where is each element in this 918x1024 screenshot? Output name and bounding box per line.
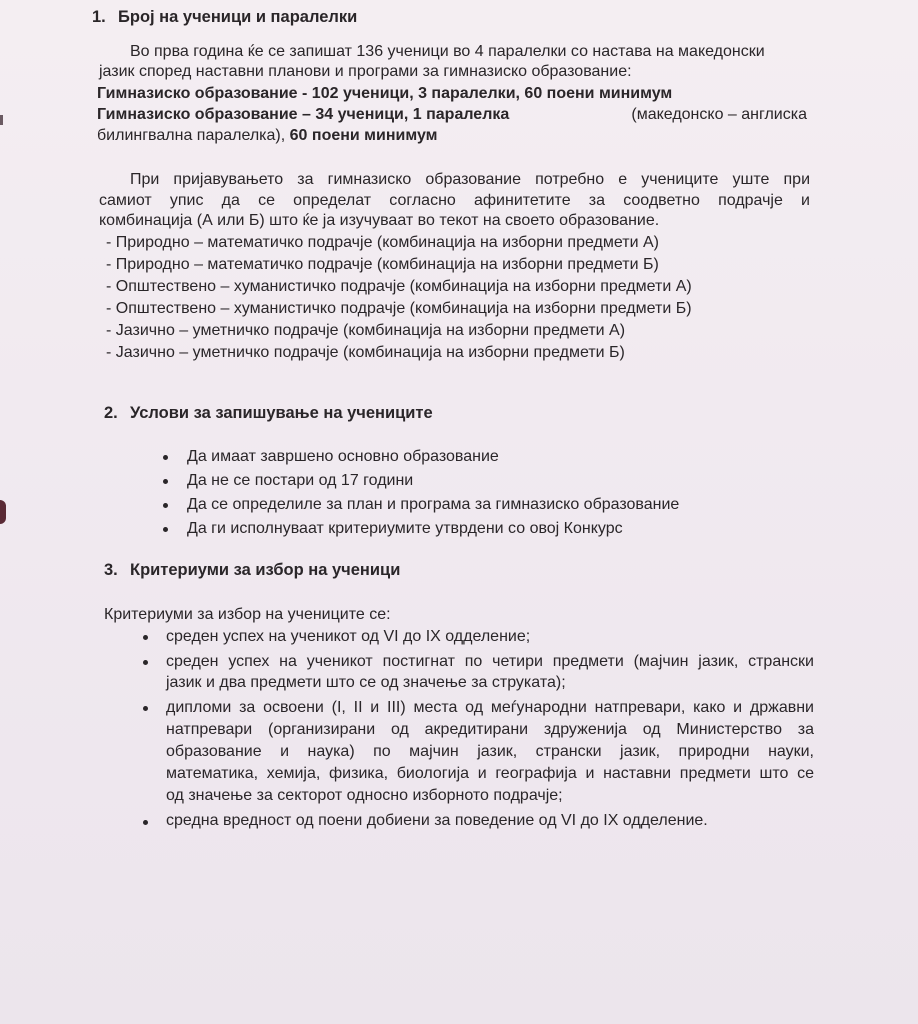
bullet-icon [163, 455, 168, 460]
gymnasium-line-2-bold: Гимназиско образование – 34 ученици, 1 паралелка [97, 106, 510, 123]
section-1-number: 1. [92, 8, 106, 26]
option-item: - Природно – математичко подрачје (комбинација на изборни предмети Б) [106, 256, 659, 273]
section-1-para-2-line-3: комбинација (А или Б) што ќе ја изучуваат во текот на своето образование. [99, 212, 660, 229]
criteria-item-3-line-5: од значење за секторот односно изборното подрачје; [166, 787, 563, 804]
section-1-intro-line-2: јазик според наставни планови и програми за гимназиско образование: [99, 63, 632, 80]
option-item: - Општествено – хуманистичко подрачје (комбинација на изборни предмети А) [106, 278, 692, 295]
option-item: - Јазично – уметничко подрачје (комбинација на изборни предмети Б) [106, 344, 625, 361]
criteria-item-1: среден успех на ученикот од VI до IX одделение; [166, 628, 531, 645]
option-item: - Природно – математичко подрачје (комбинација на изборни предмети А) [106, 234, 659, 251]
criteria-item-3-line-1: дипломи за освоени (I, II и III) места од меѓународни натпревари, како и државни [166, 699, 814, 716]
criteria-item-2-line-2: јазик и два предмети што се од значење за струката); [166, 674, 566, 691]
section-2-number: 2. [104, 404, 118, 422]
section-1-heading [92, 8, 357, 27]
bullet-icon [143, 706, 148, 711]
criteria-item-3-line-3: образование и наука) по мајчин јазик, странски јазик, природни науки, [166, 743, 814, 760]
section-2-title: Услови за запишување на учениците [130, 404, 433, 422]
section-1-para-2-line-1: При пријавувањето за гимназиско образование потребно е учениците уште при [130, 171, 810, 188]
bullet-icon [163, 503, 168, 508]
option-item: - Јазично – уметничко подрачје (комбинација на изборни предмети А) [106, 322, 626, 339]
gymnasium-line-3-rest: билингвална паралелка), [97, 127, 290, 144]
option-item: - Општествено – хуманистичко подрачје (комбинација на изборни предмети Б) [106, 300, 692, 317]
gymnasium-line-3-bold: 60 поени минимум [289, 127, 438, 144]
criteria-item-3-line-4: математика, хемија, физика, биологија и географија и наставни предмети што се [166, 765, 814, 782]
page-edge-shadow [0, 500, 6, 524]
section-3-number: 3. [104, 561, 118, 579]
criteria-lead: Критериуми за избор на учениците се: [104, 606, 391, 623]
condition-item: Да не се постари од 17 години [187, 472, 414, 489]
section-1-para-2-line-2: самиот упис да се определат согласно афинитетите за соодветно подрачје и [99, 192, 810, 209]
section-1-title: Број на ученици и паралелки [118, 8, 358, 26]
bullet-icon [143, 820, 148, 825]
section-3-heading [104, 561, 400, 580]
section-1-intro-line-1: Во прва година ќе се запишат 136 ученици во 4 паралелки со настава на македонски [130, 43, 765, 60]
section-3-title: Критериуми за избор на ученици [130, 561, 401, 579]
gymnasium-line-2-rest: (македонско – англиска [631, 106, 807, 123]
section-2-heading [104, 404, 433, 423]
page-edge-mark [0, 115, 3, 125]
condition-item: Да се определиле за план и програма за гимназиско образование [187, 496, 680, 513]
criteria-item-3-line-2: натпревари (организирани од акредитирани здруженија од Министерство за [166, 721, 814, 738]
criteria-item-2-line-1: среден успех на ученикот постигнат по четири предмети (мајчин јазик, странски [166, 653, 814, 670]
gymnasium-line-1: Гимназиско образование - 102 ученици, 3 паралелки, 60 поени минимум [97, 85, 673, 102]
bullet-icon [143, 635, 148, 640]
gymnasium-line-2 [97, 105, 807, 125]
bullet-icon [163, 527, 168, 532]
bullet-icon [163, 479, 168, 484]
condition-item: Да имаат завршено основно образование [187, 448, 499, 465]
bullet-icon [143, 660, 148, 665]
gymnasium-line-3 [97, 126, 438, 146]
criteria-item-4: средна вредност од поени добиени за поведение од VI до IX одделение. [166, 812, 708, 829]
condition-item: Да ги исполнуваат критериумите утврдени со овој Конкурс [187, 520, 623, 537]
